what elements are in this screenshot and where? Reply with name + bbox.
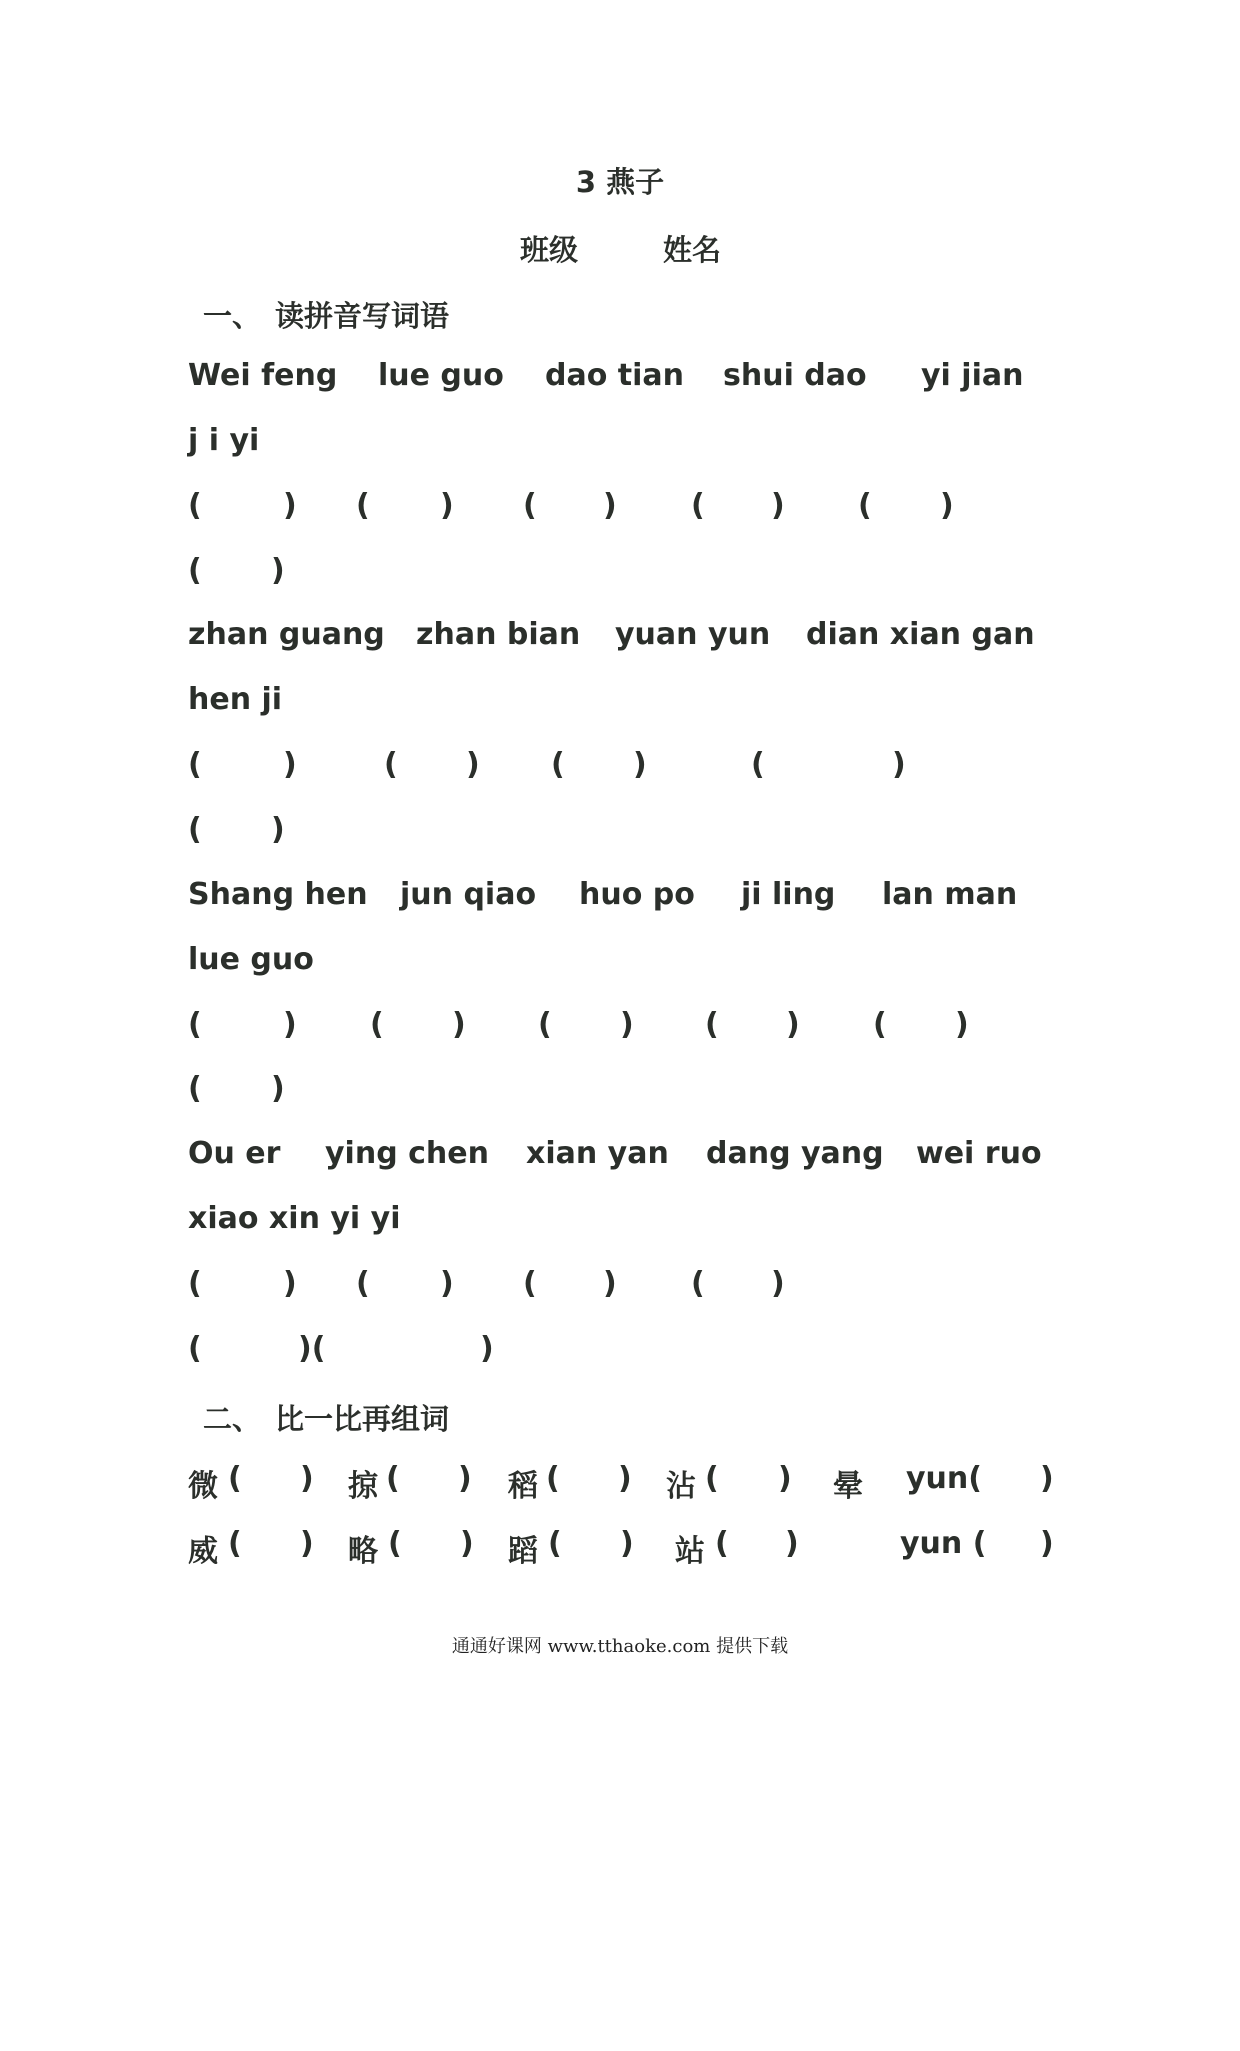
pinyin-item: jun qiao [400,877,537,912]
paren-close: ) [620,1526,634,1561]
pinyin-item: lue guo [378,358,504,393]
paren-close: ) [283,747,297,782]
paren-open: ( [384,747,398,782]
paren-close: ) [283,1007,297,1042]
pinyin-row [188,682,283,752]
paren-close: ) [271,553,285,588]
pinyin-item: yi jian [921,358,1024,393]
section-number: 一、 [203,299,262,333]
paren-close: ) [620,1007,634,1042]
paren-open: ( [715,1526,729,1561]
paren-close: ) [940,488,954,523]
compare-pinyin: yun ( [900,1526,987,1561]
paren-open: ( [188,553,202,588]
compare-pinyin: yun( [906,1461,982,1496]
paren-close: ) [778,1461,792,1496]
name-label: 姓名 [663,233,722,267]
paren-open: ( [388,1526,402,1561]
paren-open: ( [705,1461,719,1496]
pinyin-item: dian xian gan [806,617,1035,652]
paren-open: ( [751,747,765,782]
pinyin-row [188,942,314,1012]
section-title: 比一比再组词 [275,1402,450,1436]
compare-char: 晕 [833,1469,863,1504]
paren-open: ( [228,1526,242,1561]
pinyin-item: Wei feng [188,358,338,393]
paren-open: ( [548,1526,562,1561]
pinyin-item: hen ji [188,682,283,717]
pinyin-item: xian yan [526,1136,669,1171]
paren-close: ) [460,1526,474,1561]
paren-close: ) [603,488,617,523]
paren-open: ( [386,1461,400,1496]
paren-close: ) [955,1007,969,1042]
compare-char: 沾 [666,1469,696,1504]
pinyin-item: Ou er [188,1136,281,1171]
pinyin-item: dao tian [545,358,684,393]
compare-char: 威 [188,1534,218,1569]
paren-close: ) [452,1007,466,1042]
paren-open: ( [356,1266,370,1301]
paren-close: ) [300,1526,314,1561]
paren-close: ) [633,747,647,782]
paren-close: ) [283,488,297,523]
compare-char: 略 [348,1534,378,1569]
pinyin-item: zhan guang [188,617,385,652]
paren-open: ( [691,1266,705,1301]
pinyin-item: lue guo [188,942,314,977]
paren-close: ) [1040,1526,1054,1561]
paren-close: ) [283,1266,297,1301]
pinyin-item: xiao xin yi yi [188,1201,401,1236]
pinyin-item: j i yi [188,423,260,458]
class-label: 班级 [520,233,579,267]
pinyin-item: ying chen [325,1136,489,1171]
pinyin-item: shui dao [723,358,867,393]
paren-open: ( [188,812,202,847]
pinyin-row [188,423,260,493]
pinyin-item: zhan bian [416,617,581,652]
paren-close: ) [771,1266,785,1301]
paren-open: ( [188,1266,202,1301]
paren-open: ( [858,488,872,523]
paren-open: ( [551,747,565,782]
paren-close: ) [771,488,785,523]
compare-char: 站 [675,1534,705,1569]
paren-close: ) [300,1461,314,1496]
paren-close: ) [480,1331,494,1366]
paren-open: ( [188,1071,202,1106]
paren-close: ) [618,1461,632,1496]
paren-close: ) [786,1007,800,1042]
paren-open: ( [873,1007,887,1042]
pinyin-item: yuan yun [615,617,771,652]
paren-open: ( [370,1007,384,1042]
page-title: 3 燕子 [575,165,665,199]
paren-close: ) [271,1071,285,1106]
section-number: 二、 [203,1402,262,1436]
paren-open: ( [228,1461,242,1496]
paren-open: ( [188,747,202,782]
paren-open: ( [691,488,705,523]
pinyin-item: dang yang [706,1136,884,1171]
paren-joined: )( [298,1331,326,1366]
paren-open: ( [188,1007,202,1042]
paren-open: ( [356,488,370,523]
paren-open: ( [188,488,202,523]
paren-close: ) [785,1526,799,1561]
section-heading-1 [203,294,449,335]
section-title: 读拼音写词语 [275,299,450,333]
paren-open: ( [188,1331,202,1366]
pinyin-item: Shang hen [188,877,368,912]
compare-char: 稻 [508,1469,538,1504]
section-heading-2 [203,1397,449,1438]
paren-close: ) [440,1266,454,1301]
pinyin-row [188,1201,401,1271]
paren-open: ( [546,1461,560,1496]
pinyin-item: lan man [882,877,1018,912]
paren-close: ) [603,1266,617,1301]
paren-open: ( [523,1266,537,1301]
pinyin-item: huo po [579,877,695,912]
paren-close: ) [440,488,454,523]
paren-close: ) [458,1461,472,1496]
paren-close: ) [1040,1461,1054,1496]
paren-close: ) [892,747,906,782]
paren-close: ) [271,812,285,847]
pinyin-item: ji ling [741,877,836,912]
paren-open: ( [538,1007,552,1042]
paren-open: ( [705,1007,719,1042]
footer-credit: 通通好课网 www.tthaoke.com 提供下载 [451,1636,789,1657]
compare-char: 微 [188,1469,218,1504]
paren-close: ) [466,747,480,782]
compare-char: 掠 [348,1469,378,1504]
paren-open: ( [523,488,537,523]
pinyin-item: wei ruo [916,1136,1042,1171]
compare-char: 蹈 [508,1534,538,1569]
